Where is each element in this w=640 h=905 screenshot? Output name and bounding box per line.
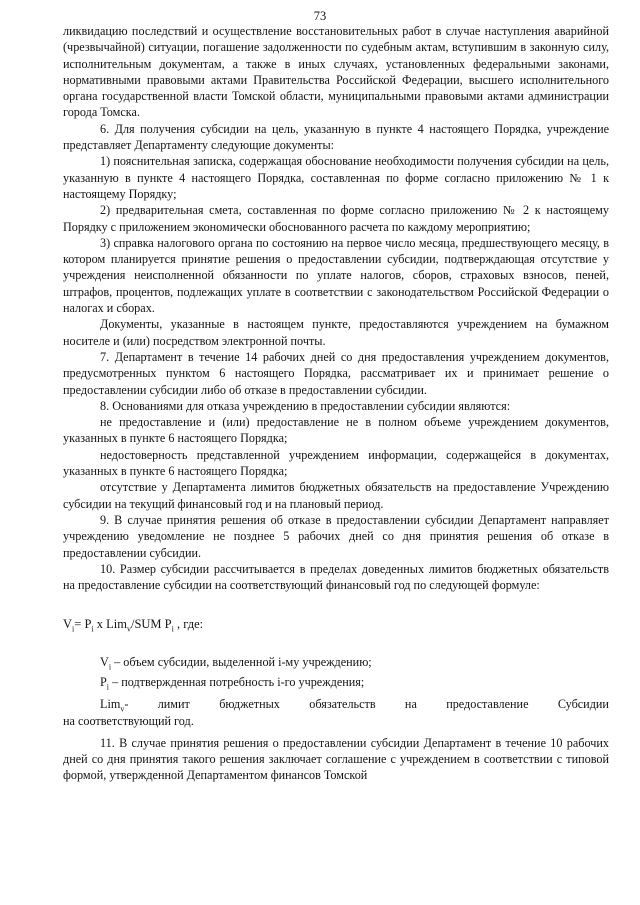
- document-body: [63, 23, 609, 784]
- formula-v-symbol: V: [63, 617, 73, 632]
- definition-subscript: v: [120, 704, 125, 714]
- definition-dash: -: [124, 697, 129, 712]
- formula-subscript: i: [72, 624, 75, 634]
- formula-tail: , где:: [173, 617, 204, 632]
- definition-lim-continuation: на соответствующий год.: [63, 713, 194, 728]
- paragraph-11: 11. В случае принятия решения о предоставлении субсидии Департамент в течение 10 рабочих дней со дня принятия такого решения заключает соглашение с учреждением в соответствии с типовой формой, утвержденной Департаментом финансов Томской: [63, 735, 609, 783]
- subsidy-formula: [63, 616, 609, 632]
- formula-subscript: i: [171, 624, 174, 634]
- definition-v: [63, 654, 609, 670]
- definition-word: обязательств: [309, 697, 376, 712]
- definition-subscript: i: [108, 662, 112, 672]
- paragraph-8-reason-1: не предоставление и (или) предоставление не в полном объеме учреждением документов, указанных в пункте 6 настоящего Порядка;: [63, 415, 609, 446]
- definition-text: – подтвержденная потребность i-го учреждения;: [109, 674, 365, 689]
- definition-p: [63, 674, 609, 690]
- formula-lim-symbol: x Lim: [93, 617, 127, 632]
- definition-symbol: P: [100, 674, 107, 689]
- formula-sum-symbol: /SUM P: [130, 617, 172, 632]
- paragraph-9: 9. В случае принятия решения об отказе в предоставлении субсидии Департамент направляет учреждению уведомление не позднее 5 рабочих дней со дня принятия решения об отказе в предоставлении субсидии.: [63, 512, 609, 560]
- formula-subscript: i: [91, 624, 94, 634]
- paragraph-10: 10. Размер субсидии рассчитывается в пределах доведенных лимитов бюджетных обязательств на предоставление субсидии на соответствующий финансовый год по следующей формуле:: [63, 561, 609, 593]
- definition-word: на: [404, 697, 417, 712]
- definition-word: лимит: [157, 697, 190, 712]
- paragraph-7: 7. Департамент в течение 14 рабочих дней со дня предоставления учреждением документов, предусмотренных пунктом 6 настоящего Порядка, рассматривает их и принимает решение о предоставлении субсидии либо об отказе в предоставлении субсидии.: [63, 349, 609, 397]
- paragraph-6-item-3: 3) справка налогового органа по состоянию на первое число месяца, предшествующего месяцу, в котором планируется принятие решения о предоставлении субсидии, подтверждающая отсутствие у учреждения неисполненной обязанности по уплате налогов, сборов, страховых взносов, пеней, штрафов, процентов, подлежащих уплате в соответствии с законодательством Российской Федерации о налогах и сборах.: [63, 235, 609, 316]
- definition-symbol: Lim: [100, 697, 121, 712]
- paragraph-8-reason-3: отсутствие у Департамента лимитов бюджетных обязательств на предоставление Учреждению субсидии на текущий финансовый год и на плановый период.: [63, 480, 609, 511]
- page-number: 73: [313, 9, 327, 23]
- definition-word: предоставление: [446, 697, 529, 712]
- definition-subscript: i: [106, 682, 110, 692]
- paragraph-continuation: ликвидацию последствий и осуществление восстановительных работ в случае наступления аварийной (чрезвычайной) ситуации, погашение задолженности по судебным актам, вступившим в законную силу, исполнительным документам, а также в иных случаях, установленных федеральными законами, нормативными правовыми актами Правительства Российской Федерации, высшего исполнительного органа государственной власти Томской области, муниципальными правовыми актами администрации города Томска.: [63, 24, 609, 120]
- definition-text: – объем субсидии, выделенной i-му учреждению;: [111, 654, 372, 669]
- formula-subscript: v: [126, 624, 131, 634]
- definition-symbol: V: [100, 654, 109, 669]
- paragraph-8: 8. Основаниями для отказа учреждению в предоставлении субсидии являются:: [100, 398, 511, 413]
- paragraph-6: 6. Для получения субсидии на цель, указанную в пункте 4 настоящего Порядка, учреждение представляет Департаменту следующие документы:: [63, 121, 609, 153]
- paragraph-6-item-2: 2) предварительная смета, составленная по форме согласно приложению № 2 к настоящему Порядку с приложением экономически обоснованного расчета по каждому мероприятию;: [63, 203, 609, 234]
- definition-lim-symbol: [100, 696, 128, 712]
- paragraph-6-documents: Документы, указанные в настоящем пункте, предоставляются учреждением на бумажном носителе и (или) посредством электронной почты.: [63, 317, 609, 348]
- definition-lim: [63, 696, 609, 712]
- definition-word: бюджетных: [219, 697, 280, 712]
- formula-p-symbol: = P: [74, 617, 92, 632]
- paragraph-8-reason-2: недостоверность представленной учреждением информации, содержащейся в документах, указанных в пункте 6 настоящего Порядка;: [63, 447, 609, 479]
- definition-word: Субсидии: [557, 697, 609, 712]
- paragraph-6-item-1: 1) пояснительная записка, содержащая обоснование необходимости получения субсидии на цель, указанную в пункте 4 настоящего Порядка, составленная по форме согласно приложению № 1 к настоящему Порядку;: [63, 154, 609, 201]
